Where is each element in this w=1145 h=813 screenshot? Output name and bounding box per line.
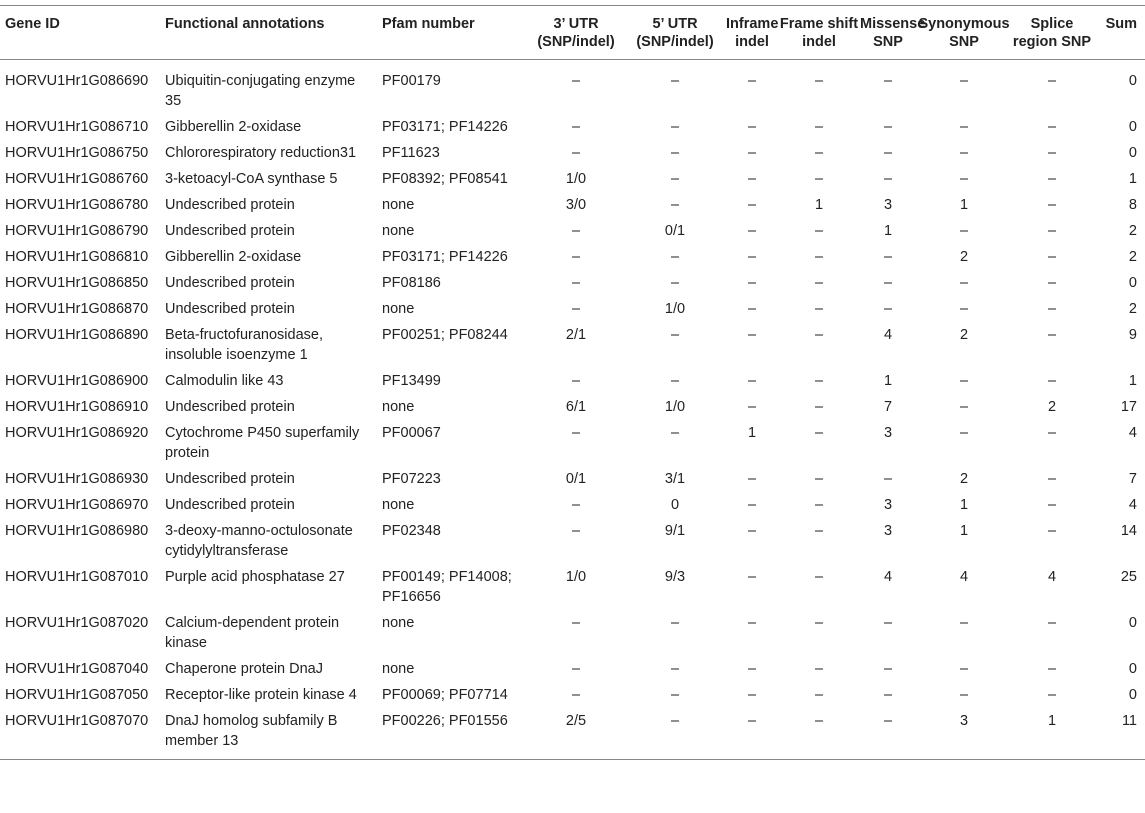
cell-frameshift: – — [814, 73, 824, 89]
cell-splice: – — [1047, 119, 1057, 135]
cell-frameshift: – — [814, 425, 824, 441]
cell-utr3: 0/1 — [565, 471, 587, 487]
cell-annotation: 3-deoxy-manno-octulosonate cytidylyltransferase — [165, 523, 353, 559]
header-inframe: Inframe indel — [726, 6, 778, 60]
cell-missense: – — [883, 471, 893, 487]
cell-sum: 1 — [1128, 373, 1137, 389]
cell-synonymous: – — [959, 661, 969, 677]
cell-utr3: 3/0 — [565, 197, 587, 213]
cell-inframe: – — [747, 119, 757, 135]
cell-sum: 8 — [1128, 197, 1137, 213]
cell-inframe: – — [747, 171, 757, 187]
cell-frameshift: – — [814, 373, 824, 389]
cell-splice: – — [1047, 373, 1057, 389]
cell-sum: 2 — [1128, 249, 1137, 265]
cell-inframe: – — [747, 661, 757, 677]
cell-pfam: PF13499 — [382, 373, 441, 389]
table-row — [0, 564, 1145, 610]
cell-utr5: 0/1 — [664, 223, 686, 239]
cell-gene-id: HORVU1Hr1G086690 — [5, 73, 149, 89]
cell-inframe: – — [747, 249, 757, 265]
table-row — [0, 708, 1145, 760]
cell-splice: 1 — [1012, 708, 1092, 760]
cell-gene-id: HORVU1Hr1G086890 — [5, 327, 149, 343]
cell-gene-id: HORVU1Hr1G086870 — [5, 301, 149, 317]
cell-splice: – — [1047, 171, 1057, 187]
cell-missense: – — [883, 661, 893, 677]
cell-gene-id: HORVU1Hr1G087010 — [5, 569, 149, 585]
cell-inframe: – — [747, 197, 757, 213]
cell-annotation: Undescribed protein — [165, 497, 295, 513]
cell-missense: 3 — [883, 197, 893, 213]
cell-annotation: Undescribed protein — [165, 197, 295, 213]
cell-gene-id: HORVU1Hr1G086780 — [5, 197, 149, 213]
cell-splice: – — [1047, 615, 1057, 631]
table-row — [0, 60, 1145, 115]
table-row — [0, 492, 1145, 518]
cell-gene-id: HORVU1Hr1G087020 — [5, 615, 149, 631]
cell-sum: 0 — [1128, 615, 1137, 631]
cell-frameshift: – — [814, 301, 824, 317]
table-row — [0, 114, 1145, 140]
cell-pfam: none — [382, 615, 415, 631]
cell-utr3: – — [571, 249, 581, 265]
cell-missense: – — [860, 708, 916, 760]
cell-pfam: none — [382, 301, 415, 317]
cell-inframe: – — [747, 223, 757, 239]
table-row — [0, 140, 1145, 166]
cell-missense: – — [883, 275, 893, 291]
cell-pfam: none — [382, 497, 415, 513]
cell-utr3: 2/1 — [565, 327, 587, 343]
cell-frameshift: – — [814, 145, 824, 161]
cell-sum: 0 — [1128, 145, 1137, 161]
cell-synonymous: 2 — [959, 471, 969, 487]
cell-utr5: – — [670, 425, 680, 441]
cell-frameshift: – — [814, 399, 824, 415]
cell-splice: – — [1047, 73, 1057, 89]
cell-pfam: PF00149; PF14008; PF16656 — [382, 569, 512, 605]
table-row — [0, 322, 1145, 368]
cell-inframe: – — [747, 327, 757, 343]
cell-utr5: 0 — [670, 497, 680, 513]
cell-pfam: PF00069; PF07714 — [382, 687, 508, 703]
cell-utr3: – — [571, 687, 581, 703]
cell-pfam: PF00251; PF08244 — [382, 327, 508, 343]
cell-utr3: 1/0 — [565, 171, 587, 187]
cell-pfam: PF02348 — [382, 523, 441, 539]
cell-inframe: – — [747, 615, 757, 631]
cell-splice: – — [1047, 145, 1057, 161]
cell-synonymous: – — [959, 171, 969, 187]
cell-synonymous: – — [959, 223, 969, 239]
cell-utr5: – — [624, 708, 726, 760]
cell-annotation: Purple acid phosphatase 27 — [165, 569, 345, 585]
table-row — [0, 218, 1145, 244]
cell-inframe: – — [747, 145, 757, 161]
cell-inframe: – — [747, 73, 757, 89]
cell-gene-id: HORVU1Hr1G086760 — [5, 171, 149, 187]
cell-synonymous: – — [959, 301, 969, 317]
cell-annotation: Undescribed protein — [165, 301, 295, 317]
cell-pfam: none — [382, 197, 415, 213]
cell-frameshift: – — [814, 523, 824, 539]
header-synonymous: Synonymous SNP — [916, 6, 1012, 60]
cell-utr5: – — [670, 687, 680, 703]
cell-synonymous: 1 — [959, 497, 969, 513]
cell-utr5: – — [670, 615, 680, 631]
cell-gene-id: HORVU1Hr1G086790 — [5, 223, 149, 239]
cell-sum: 0 — [1128, 119, 1137, 135]
cell-gene-id: HORVU1Hr1G086970 — [5, 497, 149, 513]
header-frameshift: Frame shift indel — [778, 6, 860, 60]
cell-missense: 4 — [883, 569, 893, 585]
cell-sum: 17 — [1120, 399, 1137, 415]
cell-missense: 3 — [883, 523, 893, 539]
cell-annotation: Ubiquitin-conjugating enzyme 35 — [165, 73, 356, 109]
cell-annotation: Calmodulin like 43 — [165, 373, 284, 389]
cell-utr5: – — [670, 275, 680, 291]
header-sum: Sum — [1092, 6, 1145, 60]
cell-pfam: PF03171; PF14226 — [382, 249, 508, 265]
table-row — [0, 518, 1145, 564]
cell-utr3: – — [571, 275, 581, 291]
cell-missense: 1 — [883, 373, 893, 389]
cell-utr5: 3/1 — [664, 471, 686, 487]
cell-annotation: Undescribed protein — [165, 399, 295, 415]
cell-synonymous: 2 — [959, 249, 969, 265]
cell-synonymous: 1 — [959, 197, 969, 213]
cell-utr5: – — [670, 73, 680, 89]
cell-annotation: Cytochrome P450 superfamily protein — [165, 425, 360, 461]
cell-inframe: – — [747, 497, 757, 513]
cell-sum: 9 — [1128, 327, 1137, 343]
cell-utr3: – — [571, 615, 581, 631]
cell-utr3: – — [571, 73, 581, 89]
cell-pfam: none — [382, 399, 415, 415]
cell-splice: – — [1047, 497, 1057, 513]
cell-inframe: – — [747, 523, 757, 539]
cell-utr3: – — [571, 119, 581, 135]
cell-sum: 2 — [1128, 301, 1137, 317]
cell-splice: – — [1047, 661, 1057, 677]
cell-missense: – — [883, 145, 893, 161]
cell-synonymous: 3 — [916, 708, 1012, 760]
cell-inframe: – — [747, 687, 757, 703]
cell-missense: – — [883, 249, 893, 265]
cell-annotation: Undescribed protein — [165, 223, 295, 239]
header-gene-id: Gene ID — [0, 6, 165, 60]
cell-utr5: – — [670, 661, 680, 677]
cell-utr5: – — [670, 249, 680, 265]
cell-gene-id: HORVU1Hr1G086710 — [5, 119, 149, 135]
table-row — [0, 656, 1145, 682]
cell-inframe: – — [747, 275, 757, 291]
cell-sum: 4 — [1128, 425, 1137, 441]
cell-utr3: – — [571, 301, 581, 317]
header-annotation: Functional annotations — [165, 6, 382, 60]
table-header — [0, 6, 1145, 60]
cell-pfam: PF00226; PF01556 — [382, 708, 528, 760]
cell-missense: – — [883, 301, 893, 317]
cell-pfam: PF08186 — [382, 275, 441, 291]
cell-pfam: PF00179 — [382, 73, 441, 89]
cell-synonymous: – — [959, 687, 969, 703]
cell-sum: 1 — [1128, 171, 1137, 187]
cell-utr3: – — [571, 223, 581, 239]
cell-gene-id: HORVU1Hr1G086810 — [5, 249, 149, 265]
cell-annotation: Gibberellin 2-oxidase — [165, 119, 302, 135]
header-utr3: 3’ UTR (SNP/indel) — [528, 6, 624, 60]
cell-synonymous: 4 — [959, 569, 969, 585]
cell-sum: 0 — [1128, 687, 1137, 703]
table-row — [0, 296, 1145, 322]
cell-inframe: 1 — [747, 425, 757, 441]
cell-annotation: Chlororespiratory reduction31 — [165, 145, 357, 161]
cell-splice: – — [1047, 249, 1057, 265]
cell-frameshift: – — [814, 327, 824, 343]
cell-gene-id: HORVU1Hr1G086920 — [5, 425, 149, 441]
table-row — [0, 682, 1145, 708]
cell-sum: 25 — [1120, 569, 1137, 585]
cell-utr5: – — [670, 171, 680, 187]
cell-splice: – — [1047, 425, 1057, 441]
cell-inframe: – — [747, 399, 757, 415]
header-splice: Splice region SNP — [1012, 6, 1092, 60]
cell-utr3: 1/0 — [565, 569, 587, 585]
cell-utr5: 9/3 — [664, 569, 686, 585]
cell-gene-id: HORVU1Hr1G087050 — [5, 687, 149, 703]
cell-utr3: – — [571, 373, 581, 389]
table-row — [0, 244, 1145, 270]
cell-gene-id: HORVU1Hr1G086910 — [5, 399, 149, 415]
table-body — [0, 60, 1145, 760]
cell-missense: – — [883, 615, 893, 631]
cell-synonymous: – — [959, 275, 969, 291]
cell-annotation: Undescribed protein — [165, 471, 295, 487]
cell-sum: 14 — [1120, 523, 1137, 539]
cell-utr5: – — [670, 197, 680, 213]
cell-frameshift: – — [814, 119, 824, 135]
cell-synonymous: – — [959, 425, 969, 441]
cell-pfam: none — [382, 661, 415, 677]
cell-sum: 2 — [1128, 223, 1137, 239]
table-row — [0, 192, 1145, 218]
cell-utr5: 9/1 — [664, 523, 686, 539]
header-pfam: Pfam number — [382, 6, 528, 60]
cell-splice: – — [1047, 301, 1057, 317]
cell-pfam: PF07223 — [382, 471, 441, 487]
cell-frameshift: – — [814, 569, 824, 585]
cell-utr5: – — [670, 373, 680, 389]
cell-pfam: PF11623 — [382, 145, 440, 161]
cell-annotation: Gibberellin 2-oxidase — [165, 249, 302, 265]
cell-gene-id: HORVU1Hr1G086900 — [5, 373, 149, 389]
cell-frameshift: – — [814, 661, 824, 677]
cell-annotation: 3-ketoacyl-CoA synthase 5 — [165, 171, 338, 187]
cell-sum: 0 — [1128, 661, 1137, 677]
cell-splice: – — [1047, 275, 1057, 291]
cell-frameshift: – — [814, 497, 824, 513]
cell-sum: 7 — [1128, 471, 1137, 487]
cell-frameshift: – — [814, 249, 824, 265]
cell-missense: 7 — [883, 399, 893, 415]
cell-utr3: – — [571, 145, 581, 161]
cell-sum: 0 — [1128, 275, 1137, 291]
cell-frameshift: 1 — [814, 197, 824, 213]
header-utr5: 5’ UTR (SNP/indel) — [624, 6, 726, 60]
cell-annotation: Calcium-dependent protein kinase — [165, 615, 340, 651]
cell-synonymous: 2 — [959, 327, 969, 343]
table-row — [0, 420, 1145, 466]
header-missense: Missense SNP — [860, 6, 916, 60]
cell-missense: 1 — [883, 223, 893, 239]
cell-pfam: PF00067 — [382, 425, 441, 441]
cell-inframe: – — [726, 708, 778, 760]
cell-missense: 4 — [883, 327, 893, 343]
cell-annotation: Undescribed protein — [165, 275, 295, 291]
cell-frameshift: – — [814, 275, 824, 291]
cell-splice: – — [1047, 197, 1057, 213]
cell-inframe: – — [747, 373, 757, 389]
cell-annotation: Receptor-like protein kinase 4 — [165, 687, 357, 703]
cell-pfam: PF03171; PF14226 — [382, 119, 508, 135]
cell-utr3: 6/1 — [565, 399, 587, 415]
table-row — [0, 368, 1145, 394]
cell-frameshift: – — [778, 708, 860, 760]
cell-frameshift: – — [814, 171, 824, 187]
header-row — [0, 6, 1145, 60]
table-row — [0, 466, 1145, 492]
cell-annotation: DnaJ homolog subfamily B member 13 — [165, 708, 382, 760]
cell-missense: 3 — [883, 497, 893, 513]
cell-synonymous: 1 — [959, 523, 969, 539]
cell-gene-id: HORVU1Hr1G086850 — [5, 275, 149, 291]
cell-synonymous: – — [959, 119, 969, 135]
cell-missense: – — [883, 171, 893, 187]
cell-missense: – — [883, 119, 893, 135]
cell-inframe: – — [747, 301, 757, 317]
cell-frameshift: – — [814, 471, 824, 487]
cell-utr5: – — [670, 145, 680, 161]
cell-inframe: – — [747, 471, 757, 487]
cell-utr3: – — [571, 523, 581, 539]
cell-gene-id: HORVU1Hr1G086980 — [5, 523, 149, 539]
cell-synonymous: – — [959, 73, 969, 89]
cell-splice: – — [1047, 687, 1057, 703]
cell-missense: – — [883, 73, 893, 89]
table-row — [0, 166, 1145, 192]
cell-splice: – — [1047, 223, 1057, 239]
cell-sum: 0 — [1128, 73, 1137, 89]
cell-gene-id: HORVU1Hr1G087070 — [0, 708, 165, 760]
cell-gene-id: HORVU1Hr1G086930 — [5, 471, 149, 487]
table-row — [0, 610, 1145, 656]
cell-synonymous: – — [959, 145, 969, 161]
cell-missense: – — [883, 687, 893, 703]
cell-gene-id: HORVU1Hr1G087040 — [5, 661, 149, 677]
cell-utr5: 1/0 — [664, 301, 686, 317]
cell-synonymous: – — [959, 399, 969, 415]
cell-synonymous: – — [959, 615, 969, 631]
cell-splice: 2 — [1047, 399, 1057, 415]
cell-utr3: – — [571, 661, 581, 677]
cell-sum: 11 — [1092, 708, 1145, 760]
table-row — [0, 394, 1145, 420]
cell-utr5: – — [670, 327, 680, 343]
cell-annotation: Beta-fructofuranosidase, insoluble isoenzyme 1 — [165, 327, 323, 363]
cell-utr3: 2/5 — [528, 708, 624, 760]
cell-frameshift: – — [814, 615, 824, 631]
variant-table — [0, 5, 1145, 760]
cell-splice: 4 — [1047, 569, 1057, 585]
cell-frameshift: – — [814, 687, 824, 703]
cell-utr3: – — [571, 425, 581, 441]
cell-splice: – — [1047, 523, 1057, 539]
cell-utr5: 1/0 — [664, 399, 686, 415]
cell-synonymous: – — [959, 373, 969, 389]
cell-inframe: – — [747, 569, 757, 585]
cell-utr5: – — [670, 119, 680, 135]
cell-missense: 3 — [883, 425, 893, 441]
cell-frameshift: – — [814, 223, 824, 239]
cell-splice: – — [1047, 471, 1057, 487]
cell-utr3: – — [571, 497, 581, 513]
cell-gene-id: HORVU1Hr1G086750 — [5, 145, 149, 161]
cell-sum: 4 — [1128, 497, 1137, 513]
cell-annotation: Chaperone protein DnaJ — [165, 661, 323, 677]
cell-pfam: none — [382, 223, 415, 239]
cell-splice: – — [1047, 327, 1057, 343]
table-row — [0, 270, 1145, 296]
cell-pfam: PF08392; PF08541 — [382, 171, 508, 187]
